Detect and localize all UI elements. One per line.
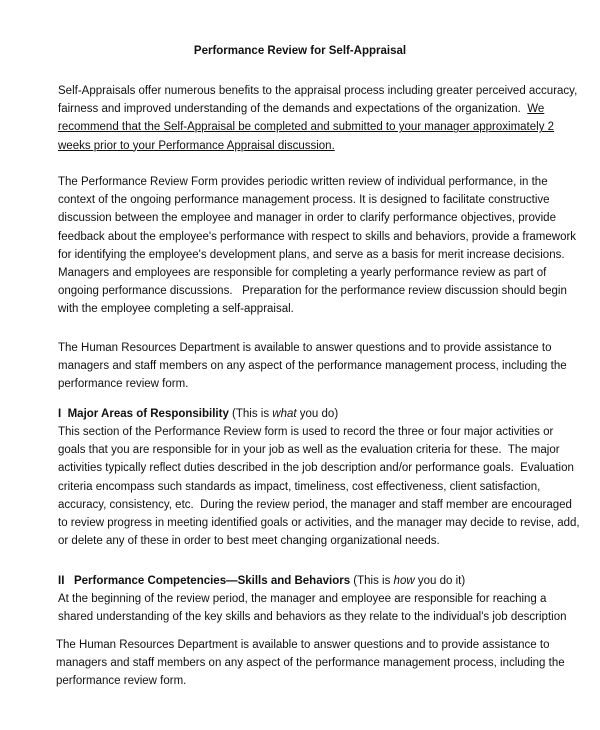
review-form-line: for identifying the employee's development plans, and serve as a basis for merit increase decisions. (58, 248, 565, 261)
hr-note-repeat-paragraph (56, 636, 565, 691)
hr-note-paragraph (58, 339, 567, 394)
section-1-heading (58, 405, 338, 423)
section-1-note-prefix: (This is (232, 408, 273, 420)
hr-note-repeat-line: performance review form. (56, 675, 187, 688)
review-form-line: with the employee completing a self-appraisal. (58, 303, 294, 316)
section-2-note-prefix: (This is (353, 575, 394, 587)
intro-line-1: Self-Appraisals offer numerous benefits to the appraisal process including greater perceived accuracy, (58, 85, 578, 97)
section-2-body (58, 590, 567, 626)
section-1-line: or delete any of these in order to best meet changing organizational needs. (58, 535, 440, 548)
intro-line-2-text: fairness and improved understanding of the demands and expectations of the organization. (58, 103, 521, 116)
section-1-body (58, 423, 580, 550)
document-title: Performance Review for Self-Appraisal (193, 45, 407, 57)
hr-note-line: managers and staff members on any aspect of the performance management process, including the (58, 360, 567, 373)
section-1-note-emphasis: what (272, 408, 297, 420)
review-form-line: ongoing performance discussions. Preparation for the performance review discussion should begin (58, 285, 567, 298)
section-2-heading (58, 572, 465, 590)
hr-note-line: The Human Resources Department is available to answer questions and to provide assistance to (58, 342, 552, 354)
review-form-line: discussion between the employee and manager in order to clarify performance objectives, provide (58, 212, 556, 225)
section-1-line: to review progress in meeting identified goals or activities, and the manager may decide to revise, add, (58, 517, 580, 530)
review-form-line: Managers and employees are responsible for completing a yearly performance review as part of (58, 267, 547, 280)
section-1-line: criteria encompass such standards as impact, timeliness, cost effectiveness, client satisfaction, (58, 480, 541, 493)
section-2-number: II (58, 575, 65, 587)
section-1-note-suffix: you do) (296, 408, 339, 420)
underlined-we: We (527, 103, 545, 116)
review-form-line: context of the ongoing performance management process. It is designed to facilitate constructive (58, 194, 550, 207)
hr-note-repeat-line: The Human Resources Department is available to answer questions and to provide assistance to (56, 639, 550, 651)
hr-note-repeat-line: managers and staff members on any aspect of the performance management process, including the (56, 657, 565, 670)
section-2-line: At the beginning of the review period, the manager and employee are responsible for reaching a (58, 593, 547, 605)
section-1-number: I (58, 408, 62, 420)
intro-line-2 (58, 100, 558, 118)
section-2-title: Performance Competencies—Skills and Behaviors (73, 575, 351, 587)
section-2-note-emphasis: how (393, 575, 415, 587)
review-form-paragraph (58, 173, 577, 319)
section-1-line: This section of the Performance Review form is used to record the three or four major activities or (58, 426, 554, 438)
section-1-line: accuracy, consistency, etc. During the review period, the manager and staff member are encouraged (58, 498, 572, 511)
underlined-line-2: weeks prior to your Performance Appraisal discussion. (58, 139, 335, 152)
section-1-title: Major Areas of Responsibility (67, 408, 229, 420)
review-form-line: The Performance Review Form provides periodic written review of individual performance, in the (58, 176, 548, 188)
section-1-line: goals that you are responsible for in your job as well as the evaluation criteria for these. The major (58, 444, 560, 457)
intro-paragraph (58, 82, 578, 155)
section-1-line: activities typically reflect duties described in the job description and/or performance goals. Evaluation (58, 462, 574, 475)
hr-note-line: performance review form. (58, 378, 189, 391)
section-2-line: shared understanding of the key skills and behaviors as they relate to the individual's job description (58, 611, 567, 624)
section-2-note-suffix: you do it) (414, 575, 466, 587)
review-form-line: feedback about the employee's performance with respect to skills and behaviors, provide a framework (58, 230, 577, 243)
underlined-line-1: recommend that the Self-Appraisal be completed and submitted to your manager approximately 2 (58, 121, 555, 134)
